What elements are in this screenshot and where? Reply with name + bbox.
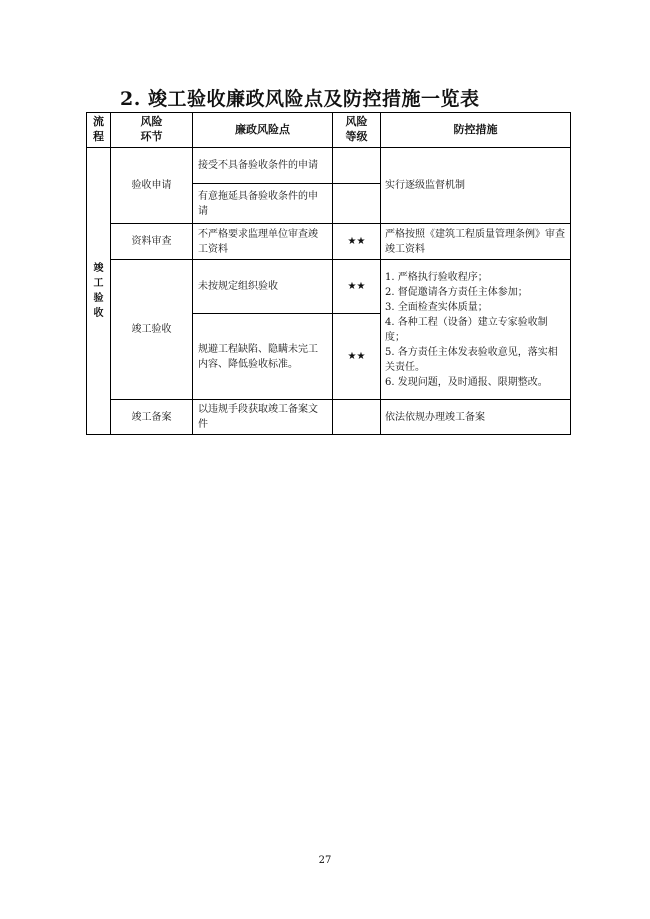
header-measure: 防控措施 <box>381 113 571 148</box>
risk-point-cell: 规避工程缺陷、隐瞒未完工内容、降低验收标准。 <box>193 314 333 400</box>
risk-level-cell <box>333 400 381 435</box>
risk-point-cell: 未按规定组织验收 <box>193 260 333 314</box>
measure-cell: 依法依规办理竣工备案 <box>381 400 571 435</box>
risk-level-cell <box>333 148 381 184</box>
link-cell: 验收申请 <box>111 148 193 224</box>
risk-table <box>86 112 571 435</box>
link-cell: 资料审查 <box>111 224 193 260</box>
measure-item: 3. 全面检查实体质量； <box>385 301 488 313</box>
risk-level-cell: ★★ <box>333 260 381 314</box>
risk-level-cell <box>333 184 381 224</box>
header-process: 流 程 <box>87 113 111 148</box>
measure-item: 2. 督促邀请各方责任主体参加； <box>385 286 528 298</box>
risk-point-cell: 有意拖延具备验收条件的申请 <box>193 184 333 224</box>
process-cell: 竣 工 验 收 <box>87 148 111 435</box>
table-header-row <box>87 113 571 148</box>
risk-level-cell: ★★ <box>333 314 381 400</box>
table-row <box>87 148 571 184</box>
measure-cell: 实行逐级监督机制 <box>381 148 571 224</box>
table-row <box>87 260 571 314</box>
measure-cell <box>381 260 571 400</box>
measure-item: 4. 各种工程（设备）建立专家验收制度； <box>385 316 548 343</box>
header-link: 风险 环节 <box>111 113 193 148</box>
measure-cell: 严格按照《建筑工程质量管理条例》审查竣工资料 <box>381 224 571 260</box>
table-row <box>87 400 571 435</box>
risk-point-cell: 不严格要求监理单位审查竣工资料 <box>193 224 333 260</box>
risk-level-cell: ★★ <box>333 224 381 260</box>
page-title: 2. 竣工验收廉政风险点及防控措施一览表 <box>120 88 480 110</box>
page-number: 27 <box>318 855 332 866</box>
link-cell: 竣工备案 <box>111 400 193 435</box>
header-point: 廉政风险点 <box>193 113 333 148</box>
measure-item: 1. 严格执行验收程序； <box>385 271 488 283</box>
header-level: 风险 等级 <box>333 113 381 148</box>
measure-item: 5. 各方责任主体发表验收意见，落实相关责任。 <box>385 346 558 373</box>
risk-point-cell: 接受不具备验收条件的申请 <box>193 148 333 184</box>
link-cell: 竣工验收 <box>111 260 193 400</box>
table-row <box>87 224 571 260</box>
risk-point-cell: 以违规手段获取竣工备案文件 <box>193 400 333 435</box>
measure-item: 6. 发现问题，及时通报、限期整改。 <box>385 376 548 388</box>
